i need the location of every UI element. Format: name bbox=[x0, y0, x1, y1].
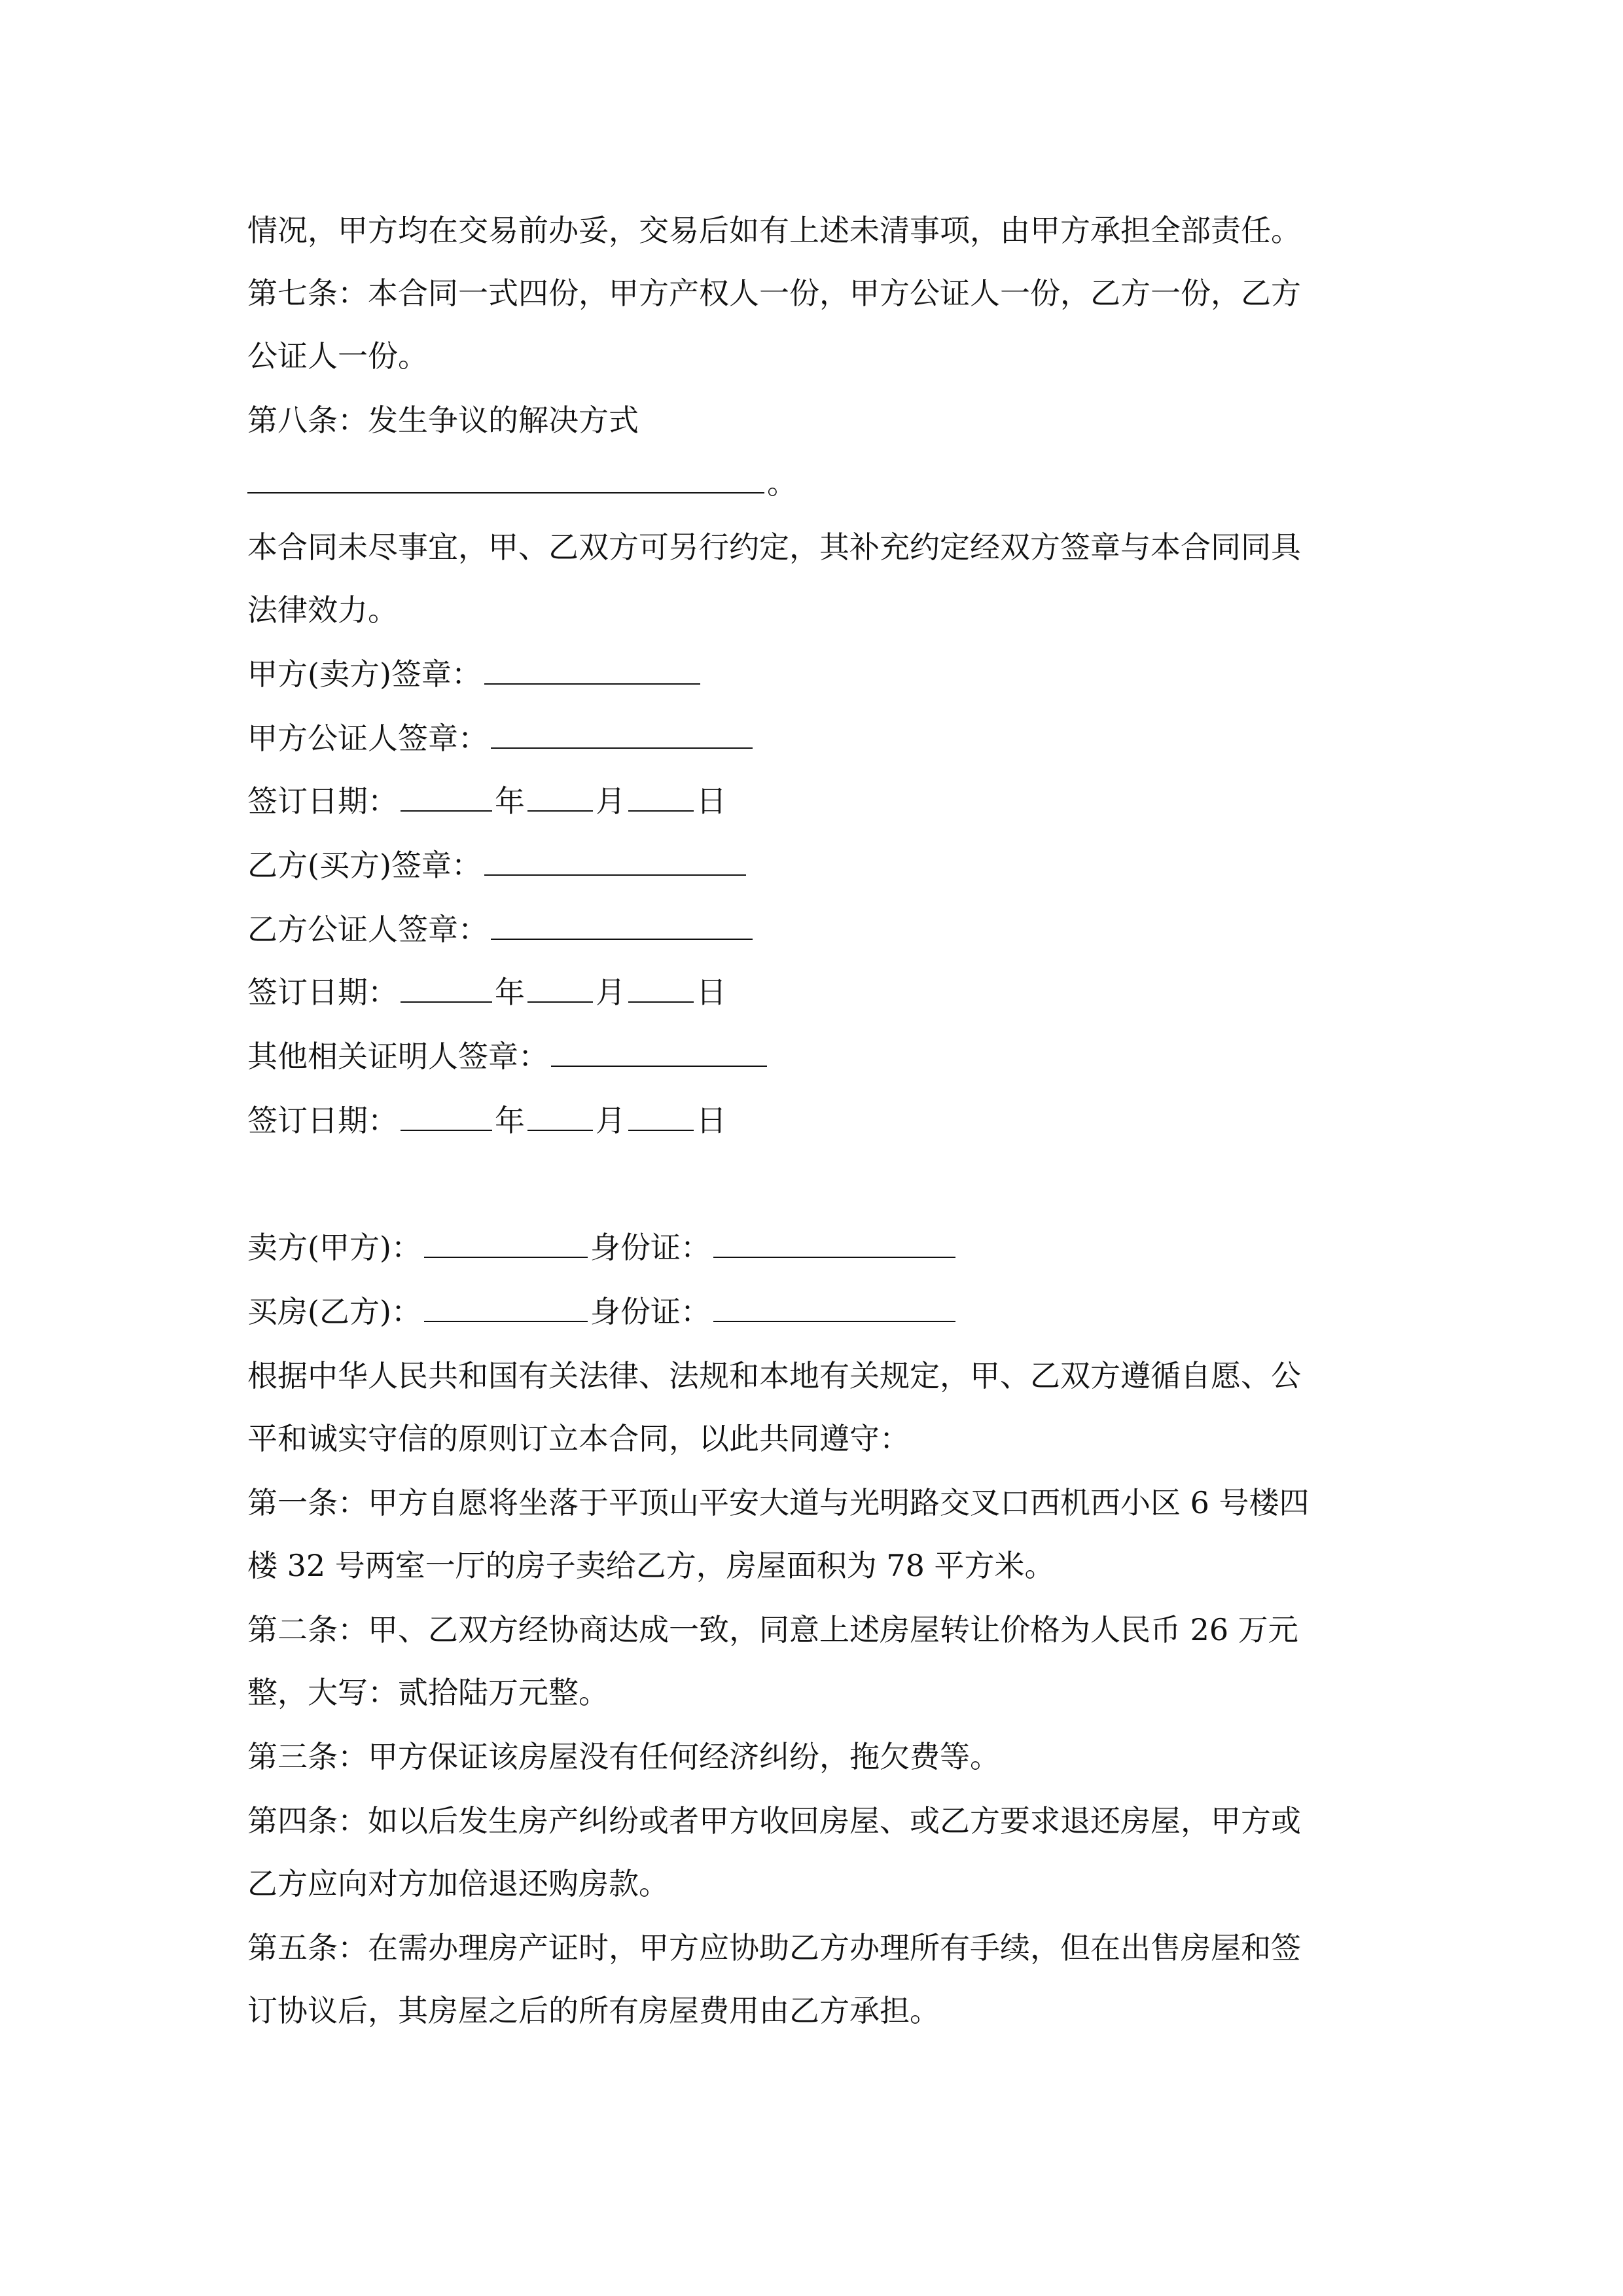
seller-notary-signature-blank[interactable] bbox=[491, 721, 753, 749]
article-8-heading: 第八条：发生争议的解决方式 bbox=[247, 403, 639, 438]
seller-party-label: 卖方(甲方)： bbox=[247, 1230, 421, 1265]
article-4-line-2: 乙方应向对方加倍退还购房款。 bbox=[247, 1866, 669, 1901]
year-blank[interactable] bbox=[401, 1103, 492, 1131]
date-label: 签订日期： bbox=[247, 1103, 398, 1138]
article-1-line-1: 第一条：甲方自愿将坐落于平顶山平安大道与光明路交叉口西机西小区 6 号楼四 bbox=[247, 1485, 1310, 1520]
month-label: 月 bbox=[596, 783, 626, 819]
buyer-signature-blank[interactable] bbox=[484, 848, 746, 876]
article-8-blank-line bbox=[247, 463, 1386, 503]
preamble-line-1: 根据中华人民共和国有关法律、法规和本地有关规定，甲、乙双方遵循自愿、公 bbox=[247, 1358, 1301, 1393]
month-label: 月 bbox=[596, 1103, 626, 1138]
day-blank[interactable] bbox=[628, 1103, 694, 1131]
supplement-line-1: 本合同未尽事宜，甲、乙双方可另行约定，其补充约定经双方签章与本合同同具 bbox=[247, 529, 1301, 565]
buyer-notary-signature-label: 乙方公证人签章： bbox=[247, 912, 488, 947]
article-8-end-mark: 。 bbox=[767, 465, 797, 501]
article-4-line-1: 第四条：如以后发生房产纠纷或者甲方收回房屋、或乙方要求退还房屋，甲方或 bbox=[247, 1803, 1301, 1839]
seller-signature-label: 甲方(卖方)签章： bbox=[247, 656, 482, 692]
buyer-name-blank[interactable] bbox=[424, 1295, 588, 1322]
buyer-party-label: 买房(乙方)： bbox=[247, 1294, 421, 1329]
month-blank[interactable] bbox=[527, 1103, 593, 1131]
witness-signature-row bbox=[247, 1037, 1386, 1076]
article-3-line: 第三条：甲方保证该房屋没有任何经济纠纷，拖欠费等。 bbox=[247, 1739, 1000, 1774]
day-blank[interactable] bbox=[628, 975, 694, 1003]
month-blank[interactable] bbox=[527, 975, 593, 1003]
year-blank[interactable] bbox=[401, 784, 492, 812]
article-5-line-1: 第五条：在需办理房产证时，甲方应协助乙方办理所有手续，但在出售房屋和签 bbox=[247, 1930, 1301, 1965]
seller-notary-signature-row bbox=[247, 719, 1386, 758]
day-label: 日 bbox=[696, 783, 726, 819]
article-7-line-1: 第七条：本合同一式四份，甲方产权人一份，甲方公证人一份，乙方一份，乙方 bbox=[247, 276, 1301, 311]
id-label: 身份证： bbox=[590, 1230, 711, 1265]
witness-signature-label: 其他相关证明人签章： bbox=[247, 1039, 548, 1074]
signing-date-row-2 bbox=[247, 973, 1386, 1012]
day-label: 日 bbox=[696, 1103, 726, 1138]
day-blank[interactable] bbox=[628, 784, 694, 812]
date-label: 签订日期： bbox=[247, 975, 398, 1010]
paragraph-line: 情况，甲方均在交易前办妥，交易后如有上述未清事项，由甲方承担全部责任。 bbox=[247, 213, 1301, 248]
article-2-line-1: 第二条：甲、乙双方经协商达成一致，同意上述房屋转让价格为人民币 26 万元 bbox=[247, 1612, 1298, 1647]
month-label: 月 bbox=[596, 975, 626, 1010]
seller-notary-signature-label: 甲方公证人签章： bbox=[247, 721, 488, 756]
buyer-notary-signature-row bbox=[247, 910, 1386, 949]
article-1-line-2: 楼 32 号两室一厅的房子卖给乙方，房屋面积为 78 平方米。 bbox=[247, 1548, 1055, 1583]
id-label: 身份证： bbox=[590, 1294, 711, 1329]
day-label: 日 bbox=[696, 975, 726, 1010]
article-7-line-2: 公证人一份。 bbox=[247, 338, 428, 374]
preamble-line-2: 平和诚实守信的原则订立本合同，以此共同遵守： bbox=[247, 1421, 910, 1456]
article-2-line-2: 整，大写：贰拾陆万元整。 bbox=[247, 1675, 609, 1710]
year-blank[interactable] bbox=[401, 975, 492, 1003]
article-5-line-2: 订协议后，其房屋之后的所有房屋费用由乙方承担。 bbox=[247, 1993, 940, 2028]
seller-name-blank[interactable] bbox=[424, 1230, 588, 1258]
buyer-party-row bbox=[247, 1292, 1386, 1331]
witness-signature-blank[interactable] bbox=[551, 1039, 767, 1067]
supplement-line-2: 法律效力。 bbox=[247, 592, 398, 628]
month-blank[interactable] bbox=[527, 784, 593, 812]
year-label: 年 bbox=[495, 783, 525, 819]
signing-date-row-1 bbox=[247, 781, 1386, 821]
buyer-notary-signature-blank[interactable] bbox=[491, 912, 753, 940]
year-label: 年 bbox=[495, 1103, 525, 1138]
seller-signature-blank[interactable] bbox=[484, 657, 700, 685]
seller-party-row bbox=[247, 1228, 1386, 1267]
buyer-signature-label: 乙方(买方)签章： bbox=[247, 848, 482, 883]
year-label: 年 bbox=[495, 975, 525, 1010]
signing-date-row-3 bbox=[247, 1101, 1386, 1140]
date-label: 签订日期： bbox=[247, 783, 398, 819]
seller-signature-row bbox=[247, 655, 1386, 694]
dispute-resolution-blank[interactable] bbox=[247, 466, 764, 493]
buyer-signature-row bbox=[247, 846, 1386, 885]
buyer-id-blank[interactable] bbox=[713, 1295, 955, 1322]
seller-id-blank[interactable] bbox=[713, 1230, 955, 1258]
